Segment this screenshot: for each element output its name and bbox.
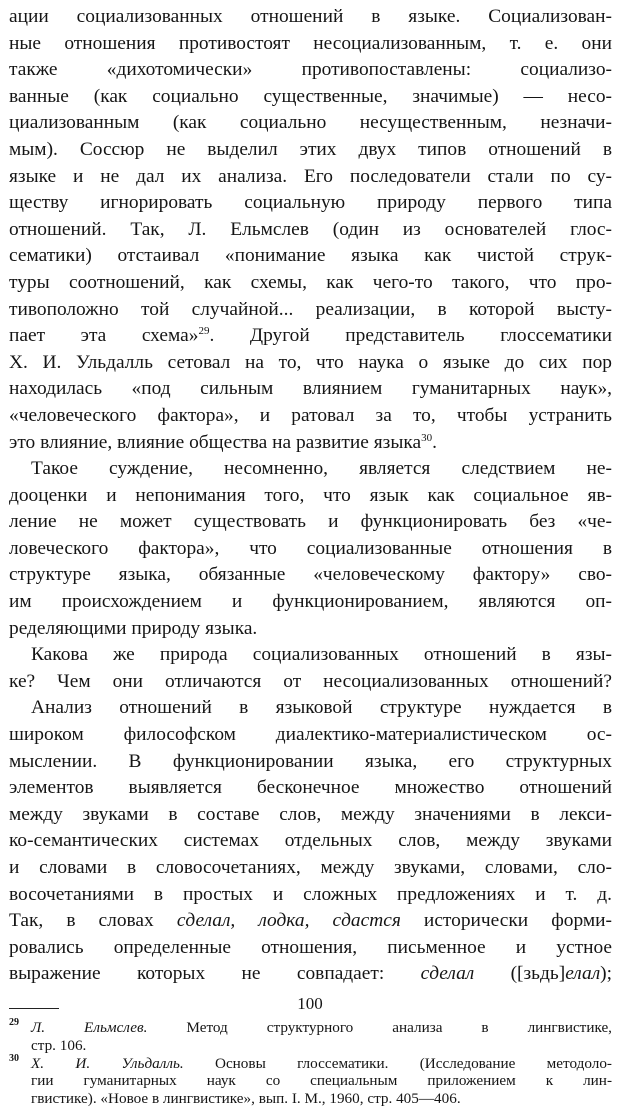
text-line — [9, 350, 612, 377]
footnote-line — [31, 1037, 612, 1055]
line-text: также «дихотомически» противопоставлены: социализо- — [9, 59, 612, 81]
line-text: Основы глоссематики. (Исследование методоло- — [183, 1054, 612, 1072]
text-line — [9, 722, 612, 749]
text-line — [9, 376, 612, 403]
footnote-ref: 29 — [198, 325, 210, 338]
text-line — [9, 616, 612, 643]
footnote-line — [31, 1072, 612, 1090]
text-line — [9, 562, 612, 589]
text-line — [9, 935, 612, 962]
line-text: ванные (как социально существенные, значимые) — несо- — [9, 85, 612, 107]
text-line — [9, 243, 612, 270]
main-text — [9, 4, 612, 988]
text-line — [9, 589, 612, 616]
text-line — [9, 57, 612, 84]
footnote-ref: 30 — [421, 431, 433, 444]
line-text: ловеческого фактора», что социализованные отношения в — [9, 537, 612, 559]
text-line — [9, 908, 612, 935]
line-text: Метод структурного анализа в лингвистике, — [147, 1018, 612, 1036]
line-text: языке и не дал их анализа. Его последователи стали по су- — [9, 165, 612, 187]
text-line — [9, 749, 612, 776]
line-text: ); — [600, 963, 613, 985]
text-line — [9, 828, 612, 855]
line-text: ществу игнорировать социальную природу первого типа — [9, 192, 612, 214]
line-text: циализованным (как социально несущественным, незначи- — [9, 112, 612, 134]
line-text: «человеческого фактора», и ратовал за то, чтобы устранить — [9, 404, 612, 426]
text-line — [9, 642, 612, 669]
text-line — [9, 775, 612, 802]
line-text: им происхождением и функционированием, являются оп- — [9, 591, 612, 613]
line-text: туры соотношений, как схемы, как чего-то такого, что про- — [9, 271, 612, 293]
page-number: 100 — [297, 994, 323, 1013]
footnote-line — [31, 1019, 612, 1037]
line-text: элементов выявляется бесконечное множество отношений — [9, 777, 612, 799]
text-line — [9, 31, 612, 58]
text-line — [9, 270, 612, 297]
line-text: выражение которых не совпадает: — [9, 963, 421, 985]
line-text: и словами в словосочетаниях, между звуками, словами, сло- — [9, 857, 612, 878]
text-line — [9, 4, 612, 31]
italic-example: сделал, лодка, сдастся — [176, 910, 401, 932]
footnote — [9, 1016, 612, 1055]
footnote-number: 29 — [9, 1016, 19, 1028]
footnote — [9, 1052, 612, 1108]
italic-example: елал — [565, 963, 601, 985]
line-text: Анализ отношений в языковой структуре нуждается в — [31, 697, 612, 719]
text-line — [9, 323, 612, 350]
line-text: тивоположно той случайной... реализации, в которой высту- — [9, 298, 612, 320]
line-text: отношений. Так, Л. Ельмслев (один из основателей глос- — [9, 218, 612, 240]
line-text: стр. 106. — [31, 1036, 87, 1054]
line-text: Какова же природа социализованных отношений в язы- — [31, 644, 612, 666]
line-text: исторически форми- — [400, 910, 612, 932]
line-text: ление не может существовать и функционировать без «че- — [9, 511, 612, 533]
line-text: находилась «под сильным влиянием гуманитарных наук», — [9, 378, 612, 400]
text-line — [9, 509, 612, 536]
line-text: . Другой представитель глоссематики — [209, 325, 612, 347]
line-text: ределяющими природу языка. — [9, 617, 258, 639]
text-line — [9, 802, 612, 829]
text-line — [9, 695, 612, 722]
text-line — [9, 217, 612, 244]
text-line — [9, 882, 612, 909]
line-text: ные отношения противостоят несоциализованным, т. е. они — [9, 32, 612, 54]
footnote-author: Л. Ельмслев. — [31, 1018, 148, 1036]
line-text: пает эта схема» — [9, 325, 199, 347]
line-text: гии гуманитарных наук со специальным приложением к лин- — [31, 1072, 612, 1090]
line-text: сематики) отстаивал «понимание языка как чистой струк- — [9, 245, 612, 267]
text-line — [9, 855, 612, 882]
footnote-number: 30 — [9, 1052, 19, 1064]
line-text: Так, в словах — [9, 910, 177, 932]
line-text: дооценки и непонимания того, что язык как социальное яв- — [9, 484, 612, 506]
text-line — [9, 403, 612, 430]
line-text: ровались определенные отношения, письменное и устное — [9, 936, 612, 958]
line-text: восочетаниями в простых и сложных предложениях и т. д. — [9, 883, 612, 905]
line-text: мым). Соссюр не выделил этих двух типов отношений в — [9, 138, 612, 160]
text-line — [9, 483, 612, 510]
line-text: Такое суждение, несомненно, является следствием не- — [31, 458, 612, 480]
line-text: мыслении. В функционировании языка, его структурных — [9, 750, 612, 772]
line-text: это влияние, влияние общества на развитие языка — [9, 431, 422, 453]
line-text: ации социализованных отношений в языке. Социализован- — [9, 6, 612, 27]
footnotes — [9, 1016, 612, 1108]
line-text: . — [432, 431, 437, 453]
line-text: между звуками в составе слов, между значениями в лекси- — [9, 803, 612, 825]
line-text: ке? Чем они отличаются от несоциализованных отношений? — [9, 670, 612, 692]
text-line — [9, 110, 612, 137]
line-text: широком философском диалектико-материалистическом ос- — [9, 724, 612, 746]
footnote-author: Х. И. Ульдалль. — [31, 1054, 184, 1072]
line-text: ко-семантических системах отдельных слов, между звуками — [9, 830, 612, 852]
italic-example: сделал — [420, 963, 475, 985]
text-line — [9, 84, 612, 111]
text-line — [9, 164, 612, 191]
text-line — [9, 456, 612, 483]
footnote-line — [31, 1055, 612, 1073]
line-text: структуре языка, обязанные «человеческому фактору» сво- — [9, 564, 612, 586]
text-line — [9, 536, 612, 563]
line-text: гвистике). «Новое в лингвистике», вып. I. М., 1960, стр. 405—406. — [31, 1090, 461, 1108]
text-line — [9, 190, 612, 217]
text-line — [9, 137, 612, 164]
line-text: ([зьдь] — [474, 963, 566, 985]
text-line — [9, 669, 612, 696]
text-line — [9, 297, 612, 324]
line-text: Х. И. Ульдалль сетовал на то, что наука о языке до сих пор — [9, 351, 612, 373]
text-line — [9, 430, 612, 457]
text-line — [9, 961, 612, 988]
footnote-line — [31, 1090, 612, 1108]
